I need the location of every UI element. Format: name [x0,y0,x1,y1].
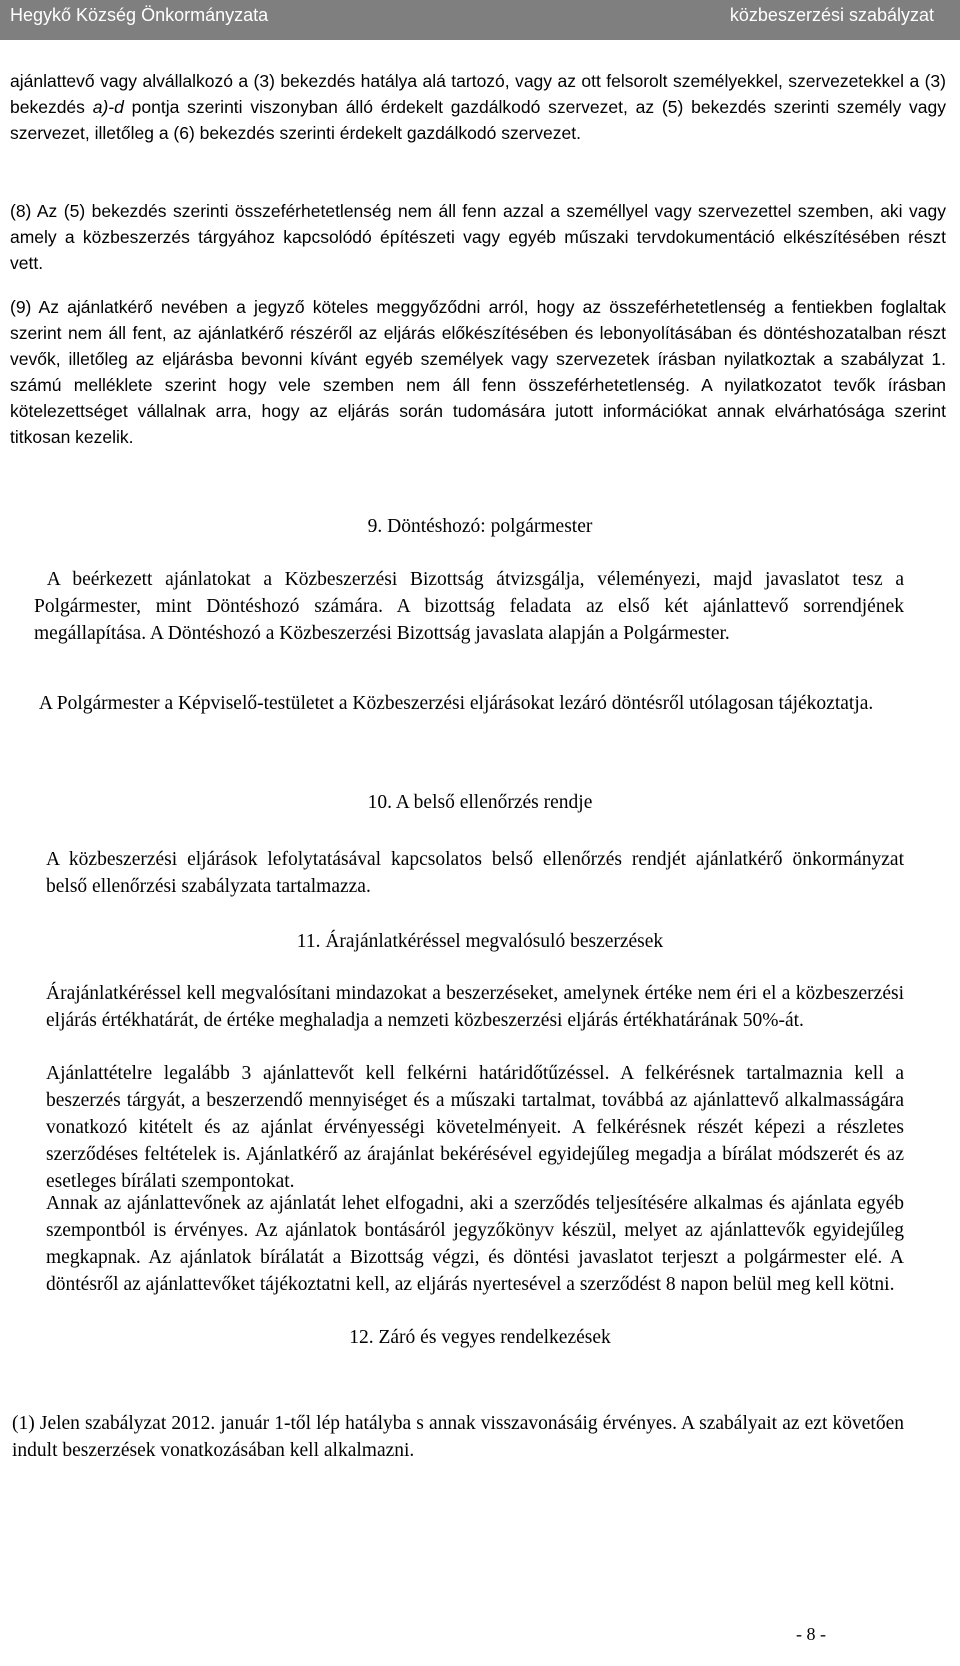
paragraph-8: (8) Az (5) bekezdés szerinti összeférhetetlenség nem áll fenn azzal a személlyel vagy szervezettel szemben, aki vagy amely a közbeszerzés tárgyához kapcsolódó építészeti vagy egyéb műszaki tervdokumentáció elkészítésében részt vett. [10,201,946,273]
section-12-title: 12. Záró és vegyes rendelkezések [349,1327,611,1348]
section-9-title: 9. Döntéshozó: polgármester [367,516,593,537]
section-10-title: 10. A belső ellenőrzés rendje [367,792,593,813]
intro-paragraph [10,68,946,146]
section-11-title: 11. Árajánlatkéréssel megvalósuló beszerzések [296,931,664,952]
section-11-paragraph-3: Annak az ajánlattevőnek az ajánlatát lehet elfogadni, aki a szerződés teljesítésére alkalmas és ajánlata egyéb szempontból is érvényes. Az ajánlatok bontásáról jegyzőkönyv készül, melyet az ajánlattevők egyidejűleg megkapnak. Az ajánlatok bírálatát a Bizottság végzi, és döntési javaslatot terjeszt a polgármester elé. A döntésről az ajánlattevőket tájékoztatni kell, az eljárás nyertesével a szerződést 8 napon belül meg kell kötni. [46,1193,904,1295]
intro-italic: a)-d [92,97,124,117]
section-9-paragraph-2: A Polgármester a Képviselő-testületet a Közbeszerzési eljárásokat lezáró döntésről utólagosan tájékoztatja. [34,693,874,714]
section-12-paragraph-1: (1) Jelen szabályzat 2012. január 1-től lép hatályba s annak visszavonásáig érvényes. A szabályait az ezt követően indult beszerzések vonatkozásában kell alkalmazni. [12,1413,904,1461]
section-9-paragraph-1: A beérkezett ajánlatokat a Közbeszerzési Bizottság átvizsgálja, véleményezi, majd javaslatot tesz a Polgármester, mint Döntéshozó számára. A bizottság feladata az első két ajánlattevő sorrendjének megállapítása. A Döntéshozó a Közbeszerzési Bizottság javaslata alapján a Polgármester. [34,569,909,644]
section-10-paragraph-1: A közbeszerzési eljárások lefolytatásával kapcsolatos belső ellenőrzés rendjét ajánlatkérő önkormányzat belső ellenőrzési szabályzata tartalmazza. [46,849,904,897]
page-number: - 8 - [796,1624,826,1644]
section-11-paragraph-2: Ajánlattételre legalább 3 ajánlattevőt kell felkérni határidőtűzéssel. A felkérésnek tartalmaznia kell a beszerzés tárgyát, a beszerzendő mennyiséget és a műszaki tartalmat, továbbá az ajánlattevő alkalmasságára vonatkozó kitételt és az ajánlat érvényességi követelményeit. A felkérésnek részét képezi a részletes szerződéses feltételek is. Ajánlatkérő az árajánlat bekérésével egyidejűleg megadja a bírálat módszerét és az esetleges bírálati szempontokat. [46,1063,904,1192]
paragraph-9: (9) Az ajánlatkérő nevében a jegyző köteles meggyőződni arról, hogy az összeférhetetlenség a fentiekben foglaltak szerint nem áll fent, az ajánlatkérő részéről az eljárás előkészítésében és lebonyolításában és döntéshozatalban részt vevők, illetőleg az eljárásba bevonni kívánt egyéb személyek vagy szervezetek írásban nyilatkoztak a szabályzat 1. számú melléklete szerint hogy vele szemben nem áll fenn összeférhetetlenség. A nyilatkozatot tevők írásban kötelezettséget vállalnak arra, hogy az eljárás során tudomására jutott információkat annak elvárhatósága szerint titkosan kezelik. [10,297,946,447]
header-document-title: közbeszerzési szabályzat [729,5,934,25]
header-municipality: Hegykő Község Önkormányzata [10,5,269,25]
page-header [0,0,960,40]
intro-text-b: pontja szerinti viszonyban álló érdekelt gazdálkodó szervezet, az (5) bekezdés szerinti személy vagy szervezet, illetőleg a (6) bekezdés szerinti érdekelt gazdálkodó szervezet. [10,97,946,143]
section-11-paragraph-1: Árajánlatkéréssel kell megvalósítani mindazokat a beszerzéseket, amelynek értéke nem éri el a közbeszerzési eljárás értékhatárát, de értéke meghaladja a nemzeti közbeszerzési eljárás értékhatárának 50%-át. [46,983,904,1031]
intro-text-a: ajánlattevő vagy alvállalkozó a (3) bekezdés hatálya alá tartozó, vagy az ott felsorolt személyekkel, szervezetekkel a (3) bekezdés [10,71,946,117]
